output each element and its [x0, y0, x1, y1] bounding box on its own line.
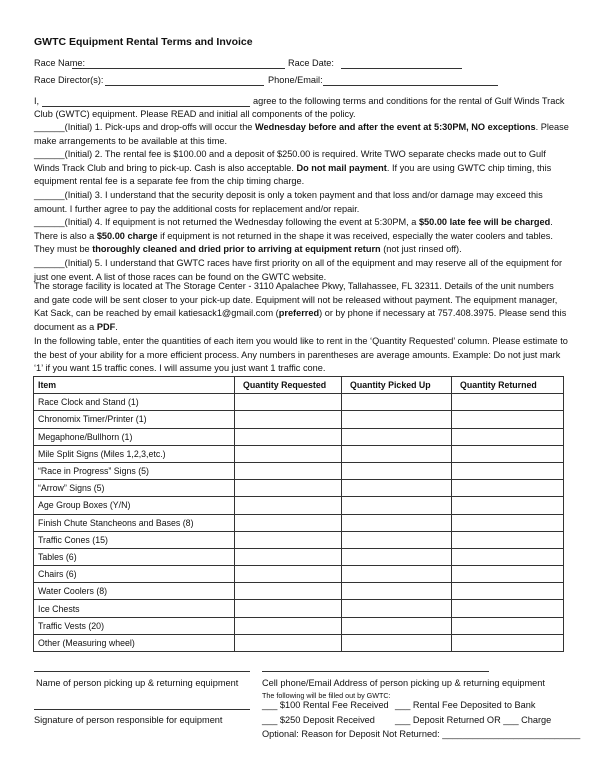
terms-list [34, 121, 570, 284]
quantity-requested-cell[interactable] [235, 583, 342, 600]
quantity-requested-cell[interactable] [235, 548, 342, 565]
quantity-requested-cell[interactable] [235, 634, 342, 651]
quantity-returned-cell[interactable] [452, 445, 564, 462]
item-name-cell: Race Clock and Stand (1) [34, 394, 235, 411]
optional-reason: Optional: Reason for Deposit Not Returned: ___________________________ [262, 729, 581, 739]
quantity-returned-cell[interactable] [452, 634, 564, 651]
quantity-requested-cell[interactable] [235, 566, 342, 583]
agree-prefix: I, [34, 96, 40, 106]
race-name-label: Race Name: [34, 58, 86, 68]
quantity-requested-cell[interactable] [235, 462, 342, 479]
responsible-signature-line[interactable] [34, 709, 250, 710]
table-row [34, 566, 564, 583]
table-row [34, 480, 564, 497]
initial-blank[interactable]: ______ [34, 257, 65, 268]
item-name-cell: Water Coolers (8) [34, 583, 235, 600]
name-signature-line[interactable] [34, 671, 250, 672]
term-3: ______(Initial) 3. I understand that the security deposit is only a token payment and that loss and/or damage may exceed this amount. I further agree to pay the additional costs for replacement and/or repair. [34, 189, 543, 214]
quantity-returned-cell[interactable] [452, 583, 564, 600]
table-body [34, 394, 564, 652]
table-row [34, 634, 564, 651]
instructions-paragraph: In the following table, enter the quantities of each item you would like to rent in the ‘Quantity Requested’ column. Please estimate to the best of your ability for a more efficient process. Any numbers in parentheses are average amounts. Example: Do not just mark ‘1’ if you want 15 traffic cones. I will assume you just want 1 traffic cone. [34, 336, 568, 374]
quantity-picked-up-cell[interactable] [342, 514, 452, 531]
race-director-field[interactable] [105, 85, 264, 86]
table-row [34, 394, 564, 411]
quantity-returned-cell[interactable] [452, 617, 564, 634]
quantity-requested-cell[interactable] [235, 445, 342, 462]
quantity-picked-up-cell[interactable] [342, 480, 452, 497]
header-quantity-picked-up: Quantity Picked Up [342, 377, 452, 394]
term-2: ______(Initial) 2. The rental fee is $100.00 and a deposit of $250.00 is required. Write TWO separate checks made out to Gulf Winds Track Club and bring to pick-up. Cash is also acceptable. Do not mail payment. If you are using GWTC chip timing, this equipment rental fee is a separate fee from the chip timing charge. [34, 149, 552, 187]
quantity-returned-cell[interactable] [452, 411, 564, 428]
quantity-requested-cell[interactable] [235, 411, 342, 428]
item-name-cell: “Race in Progress” Signs (5) [34, 462, 235, 479]
table-row [34, 445, 564, 462]
item-name-cell: Mile Split Signs (Miles 1,2,3,etc.) [34, 445, 235, 462]
deposit-returned: ___ Deposit Returned OR ___ Charge [395, 715, 552, 725]
item-name-cell: Finish Chute Stancheons and Bases (8) [34, 514, 235, 531]
item-name-cell: Age Group Boxes (Y/N) [34, 497, 235, 514]
quantity-requested-cell[interactable] [235, 617, 342, 634]
table-row [34, 548, 564, 565]
gwtc-note: The following will be filled out by GWTC: [262, 691, 391, 700]
quantity-picked-up-cell[interactable] [342, 428, 452, 445]
quantity-picked-up-cell[interactable] [342, 617, 452, 634]
quantity-picked-up-cell[interactable] [342, 411, 452, 428]
document-title: GWTC Equipment Rental Terms and Invoice [34, 36, 253, 48]
table-row [34, 411, 564, 428]
cell-signature-line[interactable] [262, 671, 489, 672]
phone-email-field[interactable] [323, 85, 498, 86]
table-row [34, 583, 564, 600]
agree-text: agree to the following terms and conditions for the rental of Gulf Winds Track [253, 96, 565, 106]
initial-blank[interactable]: ______ [34, 217, 65, 228]
quantity-requested-cell[interactable] [235, 394, 342, 411]
term-4: ______(Initial) 4. If equipment is not returned the Wednesday following the event at 5:30PM, a $50.00 late fee will be charged. There is also a $50.00 charge if equipment is not returned in the shape it was received, especially the water coolers and tables. They must be thoroughly cleaned and dried prior to arriving at equipment return (not just rinsed off). [34, 217, 553, 255]
header-quantity-returned: Quantity Returned [452, 377, 564, 394]
agree-name-field[interactable] [42, 106, 250, 107]
quantity-requested-cell[interactable] [235, 480, 342, 497]
table-row [34, 617, 564, 634]
header-item: Item [34, 377, 235, 394]
item-name-cell: Chronomix Timer/Printer (1) [34, 411, 235, 428]
quantity-returned-cell[interactable] [452, 394, 564, 411]
table-row [34, 531, 564, 548]
equipment-table [33, 376, 564, 652]
quantity-picked-up-cell[interactable] [342, 531, 452, 548]
quantity-requested-cell[interactable] [235, 514, 342, 531]
item-name-cell: Tables (6) [34, 548, 235, 565]
phone-email-label: Phone/Email: [268, 75, 323, 85]
item-name-cell: Traffic Cones (15) [34, 531, 235, 548]
deposit-received: ___ $250 Deposit Received [262, 715, 375, 725]
race-director-label: Race Director(s): [34, 75, 104, 85]
table-row [34, 497, 564, 514]
quantity-picked-up-cell[interactable] [342, 497, 452, 514]
table-row [34, 600, 564, 617]
table-row [34, 462, 564, 479]
fee-deposited: ___ Rental Fee Deposited to Bank [395, 700, 536, 710]
initial-blank[interactable]: ______ [34, 189, 65, 200]
quantity-returned-cell[interactable] [452, 600, 564, 617]
quantity-requested-cell[interactable] [235, 531, 342, 548]
fee-received: ___ $100 Rental Fee Received [262, 700, 389, 710]
quantity-requested-cell[interactable] [235, 600, 342, 617]
table-row [34, 514, 564, 531]
race-date-label: Race Date: [288, 58, 334, 68]
quantity-picked-up-cell[interactable] [342, 583, 452, 600]
quantity-picked-up-cell[interactable] [342, 600, 452, 617]
term-1: ______(Initial) 1. Pick-ups and drop-offs will occur the Wednesday before and after the event at 5:30PM, NO exceptions. Please make arrangements to be available at this time. [34, 122, 569, 146]
quantity-returned-cell[interactable] [452, 462, 564, 479]
quantity-picked-up-cell[interactable] [342, 548, 452, 565]
item-name-cell: Traffic Vests (20) [34, 617, 235, 634]
quantity-returned-cell[interactable] [452, 531, 564, 548]
quantity-returned-cell[interactable] [452, 497, 564, 514]
quantity-returned-cell[interactable] [452, 566, 564, 583]
item-name-cell: “Arrow” Signs (5) [34, 480, 235, 497]
quantity-picked-up-cell[interactable] [342, 462, 452, 479]
quantity-picked-up-cell[interactable] [342, 445, 452, 462]
item-name-cell: Other (Measuring wheel) [34, 634, 235, 651]
name-label: Name of person picking up & returning equipment [36, 678, 239, 688]
initial-blank[interactable]: ______ [34, 122, 65, 132]
quantity-picked-up-cell[interactable] [342, 634, 452, 651]
quantity-returned-cell[interactable] [452, 428, 564, 445]
quantity-requested-cell[interactable] [235, 428, 342, 445]
race-date-field[interactable] [341, 68, 462, 69]
signature-label: Signature of person responsible for equipment [34, 715, 223, 725]
race-name-field[interactable] [72, 68, 285, 69]
item-name-cell: Chairs (6) [34, 566, 235, 583]
term-5: ______(Initial) 5. I understand that GWTC races have first priority on all of the equipment and may reserve all of the equipment for just one event. A list of those races can be found on the GWTC website. [34, 257, 563, 282]
quantity-returned-cell[interactable] [452, 480, 564, 497]
item-name-cell: Ice Chests [34, 600, 235, 617]
initial-blank[interactable]: ______ [34, 149, 65, 160]
quantity-requested-cell[interactable] [235, 497, 342, 514]
table-row [34, 428, 564, 445]
cell-label: Cell phone/Email Address of person picking up & returning equipment [262, 678, 545, 688]
quantity-returned-cell[interactable] [452, 548, 564, 565]
header-quantity-requested: Quantity Requested [235, 377, 342, 394]
quantity-returned-cell[interactable] [452, 514, 564, 531]
item-name-cell: Megaphone/Bullhorn (1) [34, 428, 235, 445]
quantity-picked-up-cell[interactable] [342, 394, 452, 411]
quantity-picked-up-cell[interactable] [342, 566, 452, 583]
storage-paragraph: The storage facility is located at The Storage Center - 3110 Apalachee Pkwy, Tallahassee, FL 32311. Details of the unit numbers and gate code will be sent closer to your pick-up date. Equipment will not be released without payment. The equipment manager, Kat Sack, can be reached by email katiesack1@gmail.com (preferred) or by phone if necessary at 757.408.3975. Please send this document as a PDF. [34, 281, 567, 332]
table-header-row [34, 377, 564, 394]
agree-text-line2: Club (GWTC) equipment. Please READ and initial all components of the policy. [34, 109, 356, 119]
